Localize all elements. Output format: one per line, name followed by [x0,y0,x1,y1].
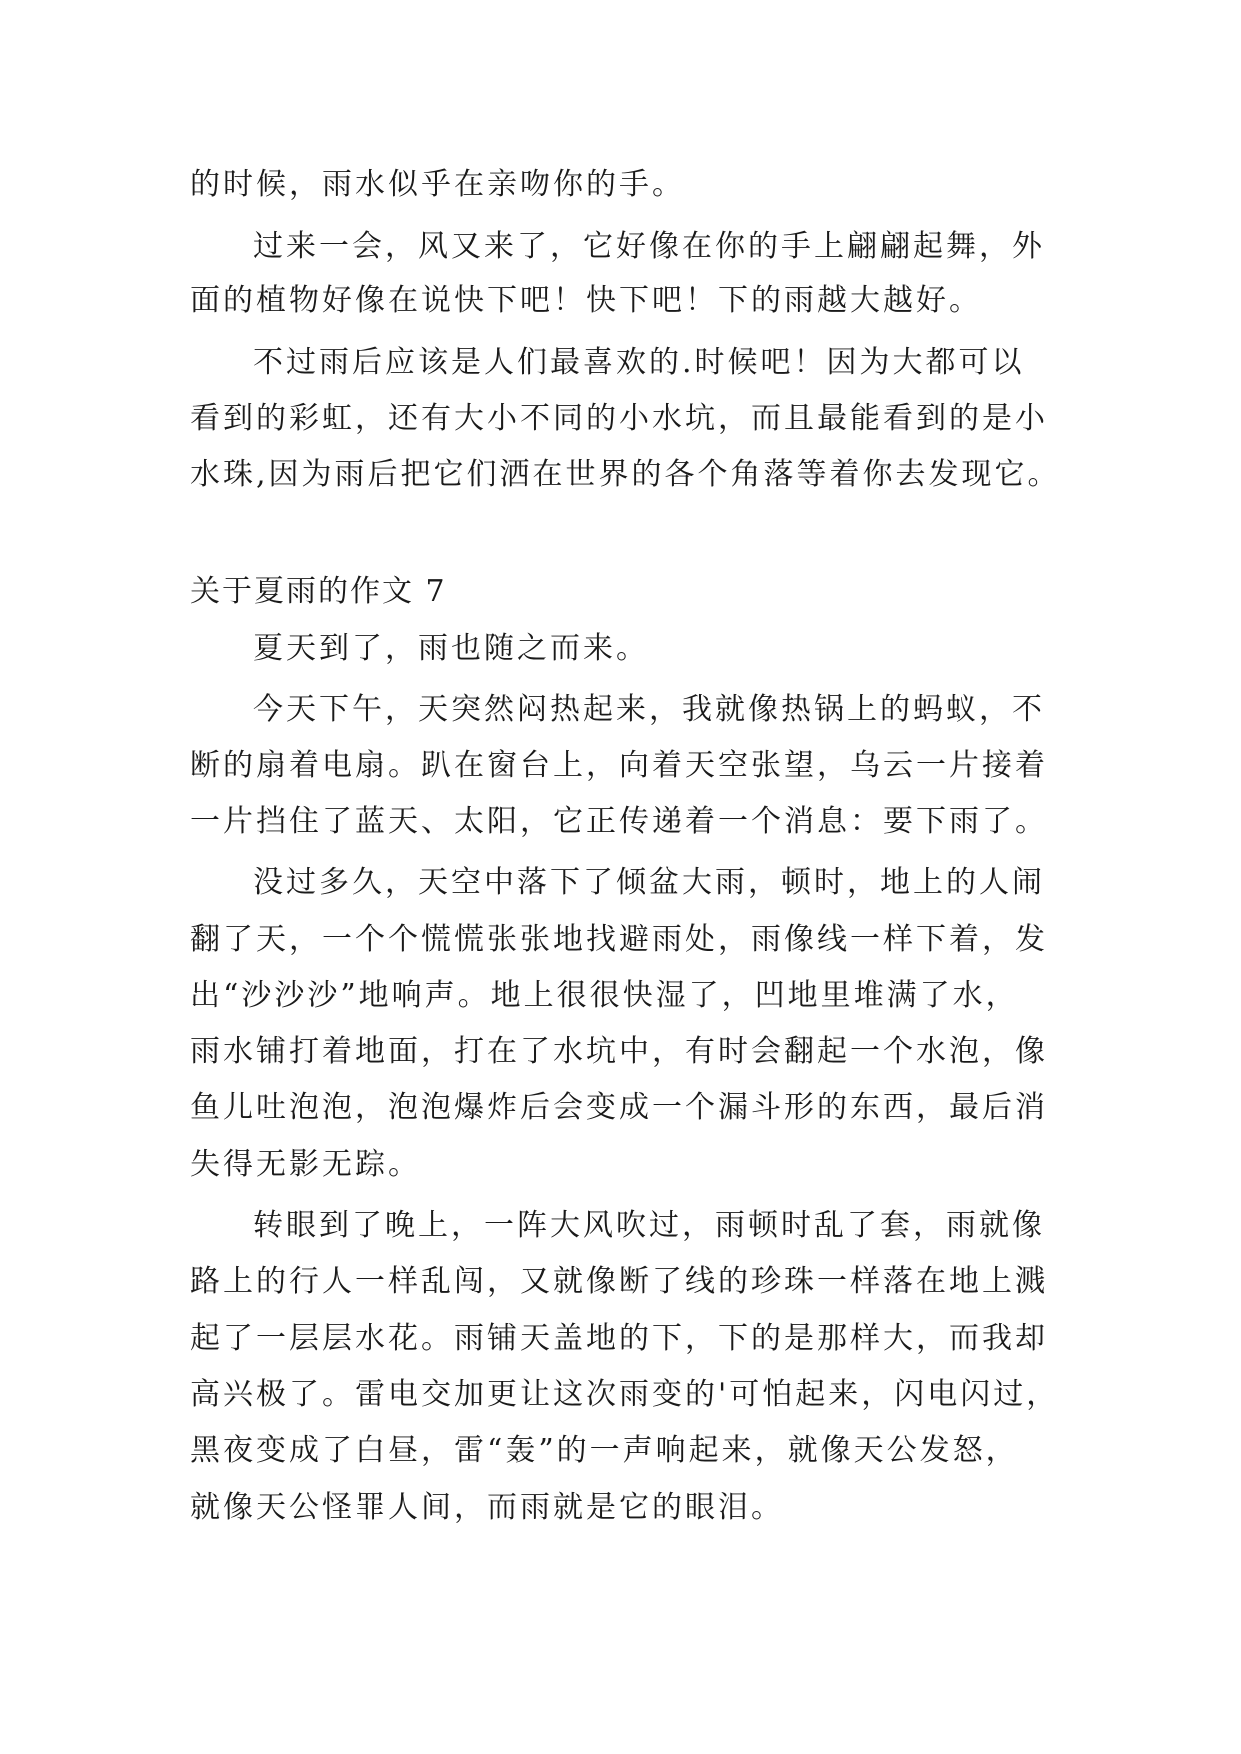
paragraph-line: 没过多久，天空中落下了倾盆大雨，顿时，地上的人闹 [253,865,1045,900]
paragraph-line: 黑夜变成了白昼，雷“轰”的一声响起来，就像天公发怒， [190,1433,1019,1468]
paragraph-line: 高兴极了。雷电交加更让这次雨变的'可怕起来，闪电闪过， [190,1377,1060,1412]
paragraph-line: 出“沙沙沙”地响声。地上很很快湿了，凹地里堆满了水， [190,978,1019,1013]
paragraph-line: 断的扇着电扇。趴在窗台上，向着天空张望，乌云一片接着 [190,748,1048,783]
paragraph-line: 看到的彩虹，还有大小不同的小水坑，而且最能看到的是小 [190,401,1048,436]
paragraph-line: 一片挡住了蓝天、太阳，它正传递着一个消息：要下雨了。 [190,804,1048,839]
paragraph-line: 转眼到了晚上，一阵大风吹过，雨顿时乱了套，雨就像 [253,1208,1045,1243]
paragraph-line: 夏天到了，雨也随之而来。 [253,631,649,666]
paragraph-line: 鱼儿吐泡泡，泡泡爆炸后会变成一个漏斗形的东西，最后消 [190,1090,1048,1125]
paragraph-line: 不过雨后应该是人们最喜欢的.时候吧！因为大都可以 [253,345,1025,380]
paragraph-line: 过来一会，风又来了，它好像在你的手上翩翩起舞，外 [253,229,1045,264]
paragraph-line: 今天下午，天突然闷热起来，我就像热锅上的蚂蚁，不 [253,692,1045,727]
paragraph-line: 的时候，雨水似乎在亲吻你的手。 [190,167,685,202]
paragraph-line: 面的植物好像在说快下吧！快下吧！下的雨越大越好。 [190,283,982,318]
paragraph-line: 失得无影无踪。 [190,1147,421,1182]
paragraph-line: 水珠,因为雨后把它们洒在世界的各个角落等着你去发现它。 [190,457,1061,492]
paragraph-line: 翻了天，一个个慌慌张张地找避雨处，雨像线一样下着，发 [190,922,1048,957]
paragraph-line: 就像天公怪罪人间，而雨就是它的眼泪。 [190,1490,784,1525]
paragraph-line: 路上的行人一样乱闯，又就像断了线的珍珠一样落在地上溅 [190,1264,1048,1299]
paragraph-line: 起了一层层水花。雨铺天盖地的下，下的是那样大，而我却 [190,1321,1048,1356]
paragraph-line: 雨水铺打着地面，打在了水坑中，有时会翻起一个水泡，像 [190,1034,1048,1069]
section-heading: 关于夏雨的作文 7 [190,574,447,609]
